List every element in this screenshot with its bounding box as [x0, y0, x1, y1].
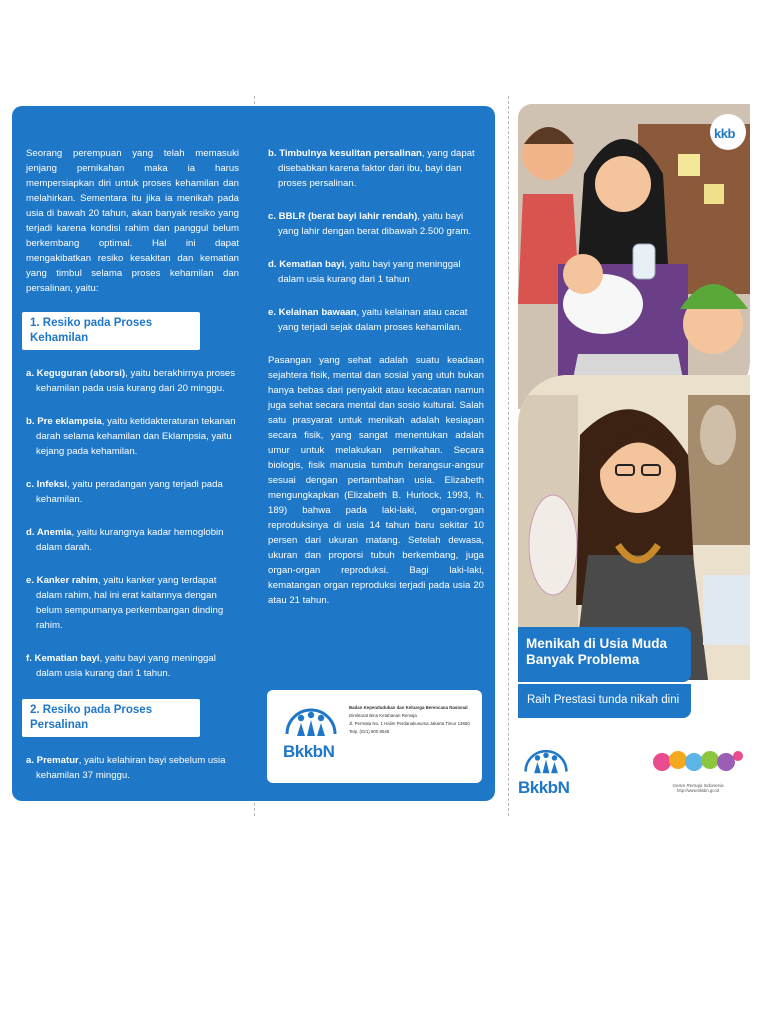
risk-list-item — [26, 477, 239, 507]
bkkbn-family-logo-icon — [281, 704, 341, 744]
intro-paragraph: Seorang perempuan yang telah memasuki jenjang pernikahan maka ia harus mempersiapkan diri untuk proses kehamilan dan melahirkan. Sementara itu jika ia menikah pada usia di bawah 20 tahun, akan banyak resiko yang terjadi karena kondisi rahim dan panggul belum berkembang optimal. Hal ini dapat mengakibatkan resiko kesakitan dan kematian yang timbul selama proses kehamilan dan persalinan, yaitu: — [26, 148, 239, 294]
risk-term: a. Prematur — [26, 755, 79, 766]
section-heading-1: 1. Resiko pada Proses Kehamilan — [22, 312, 200, 350]
health-paragraph: Pasangan yang sehat adalah suatu keadaan sejahtera fisik, mental dan sosial yang utuh bukan hanya bebas dari penyakit atau kecacatan namun juga sehat secara mental dan sosio kultural. Salah satu prasyarat untuk menikah adalah kesiapan secara fisik, yang sangat menentukan adalah umur untuk melakukan pernikahan. Secara biologis, fisik manusia tumbuh berangsur-angsur sesuai dengan pertambahan usia. Elizabeth mengungkapkan (Elizabeth B. Hurlock, 1993, h. 189) bahwa pada laki-laki, organ-organ reproduksinya di usia 14 tahun baru sekitar 10 persen dari ukuran matang. Setelah dewasa, ukuran dan proporsi tubuh berkembang, juga organ-organ reproduksi. Bagi laki-laki, kematangan organ reproduksi terjadi pada usia 20 atau 21 tahun. — [268, 355, 484, 606]
risk-list-item — [26, 414, 239, 459]
genre-logo-icon — [652, 746, 744, 778]
kkb-logo: kkb — [714, 126, 735, 141]
risk-term: b. Pre eklampsia — [26, 416, 102, 427]
fold-line — [508, 96, 509, 816]
risk-description: , yaitu berakhirnya proses kehamilan pada usia kurang dari 20 minggu. — [36, 368, 236, 394]
risk-list-item — [26, 753, 239, 783]
cover-subtitle: Raih Prestasi tunda nikah dini — [518, 682, 691, 718]
risk-description: , yaitu bayi yang lahir dengan berat dibawah 2.500 gram. — [278, 211, 472, 237]
risk-description: , yaitu ketidakteraturan tekanan darah selama kehamilan dan Eklampsia, yaitu kejang pada kehamilan. — [36, 416, 236, 457]
risk-term: d. Kematian bayi — [268, 259, 345, 270]
risk-description: , yaitu bayi yang meninggal dalam usia kurang dari 1 tahun — [278, 259, 461, 285]
risk-list-item — [268, 146, 484, 191]
risk-list-item — [26, 573, 239, 633]
left-column — [26, 146, 239, 801]
genre-logo — [652, 746, 744, 796]
risk-term: b. Timbulnya kesulitan persalinan — [268, 148, 422, 159]
title-line-2: Banyak Problema — [526, 652, 640, 667]
risk-term: f. Kematian bayi — [26, 653, 100, 664]
family-illustration-icon — [518, 104, 750, 409]
bkkbn-logo-text: BkkbN — [283, 742, 335, 761]
address-block: Badan Kependudukan dan Keluarga Berencana Nasional Direktorat Bina Ketahanan Remaja Jl. Permata No. 1 Halim Perdanakusuma Jakarta Timur 13650 Telp. (021) 800 8548 — [349, 705, 470, 734]
risk-description: , yaitu kelahiran bayi sebelum usia kehamilan 37 minggu. — [36, 755, 226, 781]
section-heading-2: 2. Resiko pada Proses Persalinan — [22, 699, 200, 737]
bkkbn-logo-text: BkkbN — [518, 778, 570, 797]
genre-caption: Genre Remaja Indonesia — [672, 783, 724, 788]
risk-term: c. Infeksi — [26, 479, 68, 490]
bkkbn-address-card — [267, 690, 482, 783]
cover-title — [518, 627, 691, 682]
risk-term: e. Kanker rahim — [26, 575, 98, 586]
risk-list-item — [268, 209, 484, 239]
risk-term: c. BBLR (berat bayi lahir rendah) — [268, 211, 418, 222]
risk-list-item — [268, 305, 484, 335]
risk-description: , yaitu kurangnya kadar hemoglobin dalam darah. — [36, 527, 224, 553]
risk-description: , yaitu peradangan yang terjadi pada kehamilan. — [36, 479, 223, 505]
risk-term: a. Keguguran (aborsi) — [26, 368, 126, 379]
risk-term: e. Kelainan bawaan — [268, 307, 357, 318]
risk-term: d. Anemia — [26, 527, 72, 538]
risk-list-item — [26, 651, 239, 681]
risk-list-item — [26, 366, 239, 396]
risk-list-item — [268, 257, 484, 287]
cover-illustration-family — [518, 104, 750, 409]
title-line-1: Menikah di Usia Muda — [526, 636, 668, 651]
risk-description: , yaitu bayi yang meninggal dalam usia kurang dari 1 tahun. — [36, 653, 216, 679]
risk-description: , yaitu kanker yang terdapat dalam rahim, hal ini erat kaitannya dengan belum sempurnanya perkembangan dinding rahim. — [36, 575, 224, 631]
risk-description: , yang dapat disebabkan karena faktor dari ibu, bayi dan proses persalinan. — [278, 148, 475, 189]
genre-url: http://www.bkkbn.go.id — [677, 788, 719, 793]
middle-column — [268, 146, 484, 620]
risk-description: , yaitu kelainan atau cacat yang terjadi sejak dalam proses kehamilan. — [278, 307, 468, 333]
bkkbn-family-logo-icon — [520, 746, 572, 780]
risk-list-item — [26, 525, 239, 555]
